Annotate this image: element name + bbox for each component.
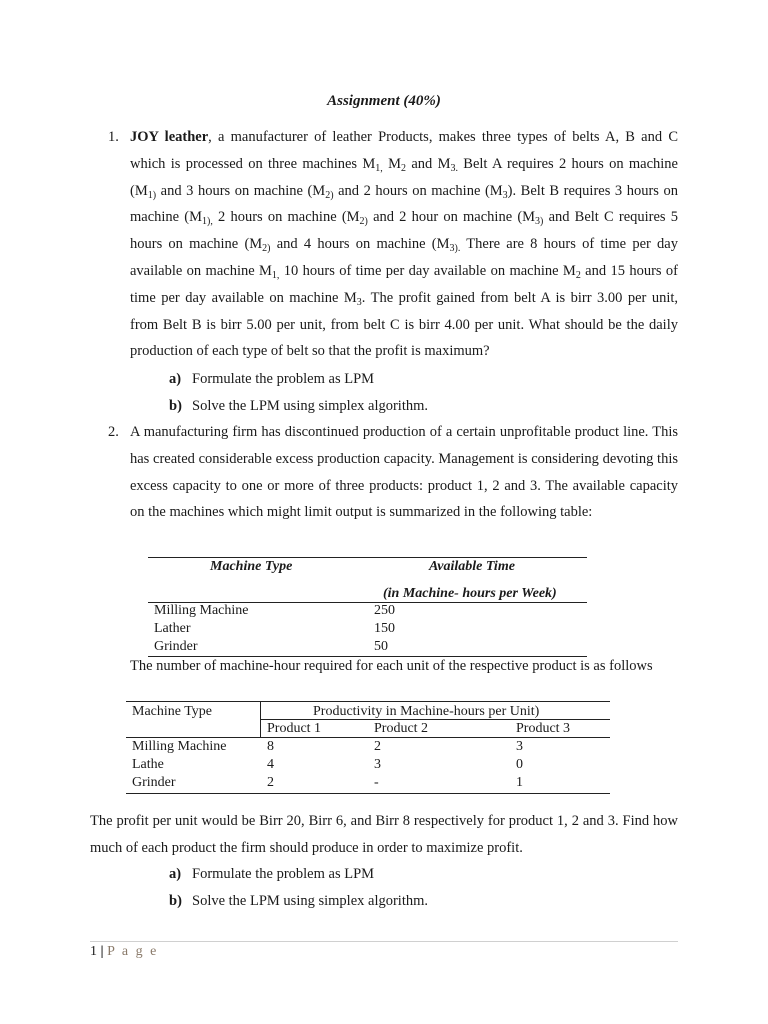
table-header-machine-type: Machine Type: [132, 704, 213, 719]
footer-divider: [90, 941, 678, 942]
table-cell: 3: [516, 739, 523, 754]
question-1-number: 1.: [108, 129, 119, 145]
table-rule: [126, 737, 610, 738]
page-footer: [90, 942, 158, 962]
question-2-part-a: a) Formulate the problem as LPM: [169, 866, 375, 882]
question-1-text: JOY leather, a manufacturer of leather Products, makes three types of belts A, B and C which is processed on three machines $M_{1,}$ $M_2$ and $M_{3.}$ Belt A requires 2 hours on machine ($M_{1)}$ and 3 hours on machine ($M_{2)}$ and 2 hours on machine $(M_3)$. Belt B requires 3 hours on machine ($M_{1),}$ 2 hours on machine ($M_{2)}$ and 2 hour on machine ($M_{3)}$ and Belt C requires 5 hours on machine ($M_{2)}$ and 4 hours on machine ($M_{3).}$ There are 8 hours of time per day available on machine $M_{1,}$ 10 hours of time per day available on machine $M_2$ and 15 hours of time per day available on machine $M_3$. The profit gained from belt A is birr 3.00 per unit, from Belt B is birr 5.00 per unit, from belt C is birr 4.00 per unit. What should be the daily production of each type of belt so that the profit is maximum?: [130, 129, 679, 360]
table-cell: 150: [374, 621, 395, 636]
table-cell: Grinder: [154, 639, 198, 654]
table-cell: 0: [516, 757, 523, 772]
company-name: JOY leather: [130, 129, 209, 145]
table-cell: 8: [267, 739, 274, 754]
table-cell: 2: [267, 775, 274, 790]
table-cell: 50: [374, 639, 388, 654]
table-rule: [148, 557, 587, 558]
table-rule: [126, 793, 610, 794]
table-rule: [126, 701, 610, 702]
page-label: P a g e: [107, 944, 159, 959]
table-header-units: (in Machine- hours per Week): [383, 586, 557, 601]
question-2-part-b: b) Solve the LPM using simplex algorithm.: [169, 893, 429, 909]
table-header-product-3: Product 3: [516, 721, 571, 736]
table-cell: Grinder: [132, 775, 176, 790]
question-2-text: A manufacturing firm has discontinued production of a certain unprofitable product line. This has created considerable excess production capacity. Management is considering devoting this excess capacity to one or more of three products: product 1, 2 and 3. The available capacity on the machines which might limit output is summarized in the following table:: [130, 424, 678, 521]
table-note: The number of machine-hour required for each unit of the respective product is as follows: [130, 658, 653, 674]
question-1-part-a: a) Formulate the problem as LPM: [169, 371, 375, 387]
table-cell: 2: [374, 739, 381, 754]
table-cell: -: [374, 775, 379, 790]
question-2-number: 2.: [108, 424, 119, 440]
footer-separator: |: [100, 944, 104, 959]
table-rule: [260, 719, 610, 720]
table-header-available-time: Available Time: [429, 559, 515, 574]
table-header-product-2: Product 2: [374, 721, 429, 736]
table-cell: 250: [374, 603, 395, 618]
page-number: 1: [90, 944, 97, 959]
table-cell: 3: [374, 757, 381, 772]
table-header-productivity: Productivity in Machine-hours per Unit): [313, 704, 540, 719]
table-header-product-1: Product 1: [267, 721, 322, 736]
table-cell: Milling Machine: [154, 603, 249, 618]
profit-paragraph: The profit per unit would be Birr 20, Birr 6, and Birr 8 respectively for product 1, 2 and 3. Find how much of each product the firm should produce in order to maximize profit.: [90, 813, 678, 856]
table-cell: 4: [267, 757, 274, 772]
table-cell: Milling Machine: [132, 739, 227, 754]
table-cell: Lather: [154, 621, 191, 636]
question-1-part-b: b) Solve the LPM using simplex algorithm.: [169, 398, 429, 414]
table-cell: 1: [516, 775, 523, 790]
page-title: Assignment (40%): [327, 93, 441, 109]
table-cell: Lathe: [132, 757, 164, 772]
table-header-machine-type: Machine Type: [210, 559, 293, 574]
